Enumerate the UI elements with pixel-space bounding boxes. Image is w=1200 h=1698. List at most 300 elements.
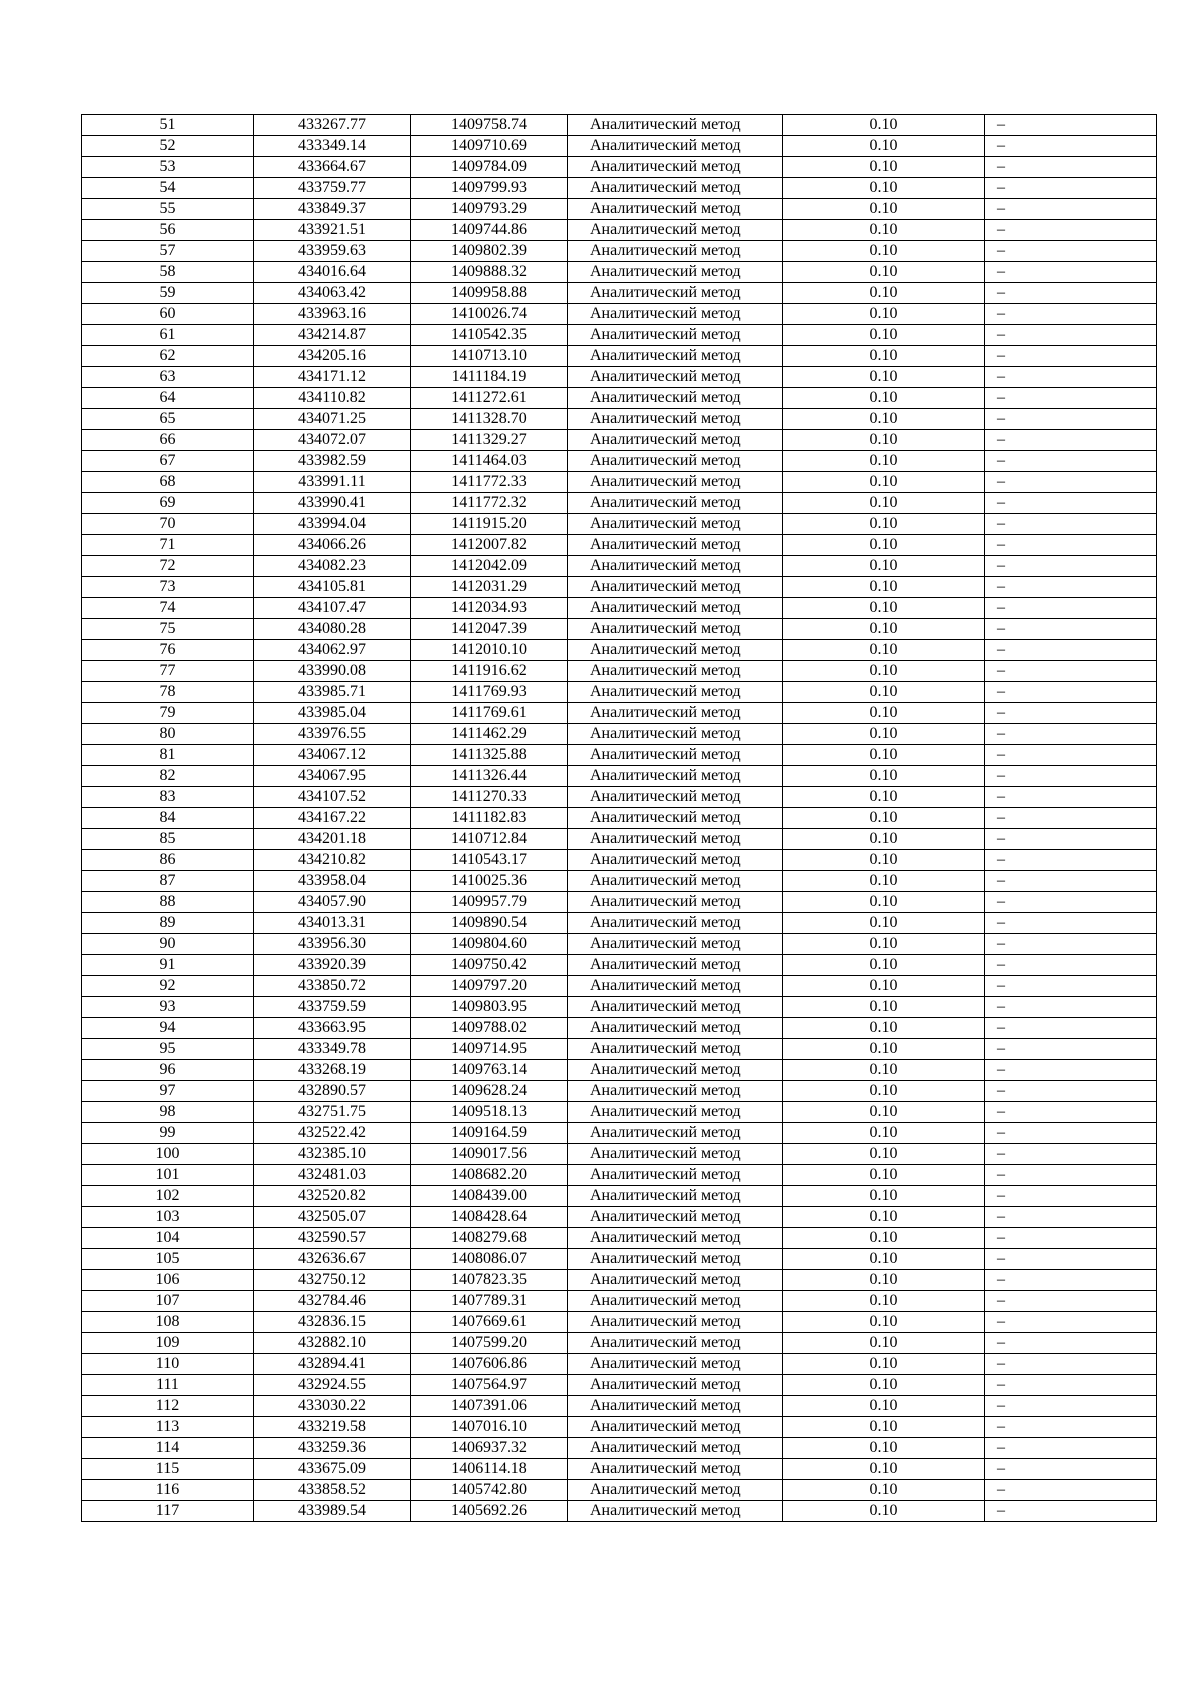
x-coordinate-cell: 433849.37 (254, 199, 411, 220)
method-cell: Аналитический метод (568, 787, 783, 808)
method-cell: Аналитический метод (568, 262, 783, 283)
accuracy-cell: 0.10 (783, 1102, 985, 1123)
x-coordinate-cell: 433989.54 (254, 1501, 411, 1522)
table-row (82, 913, 1157, 934)
x-coordinate-cell: 433259.36 (254, 1438, 411, 1459)
accuracy-cell: 0.10 (783, 976, 985, 997)
note-cell: – (985, 1270, 1157, 1291)
method-cell: Аналитический метод (568, 1375, 783, 1396)
method-cell: Аналитический метод (568, 493, 783, 514)
y-coordinate-cell: 1411184.19 (411, 367, 568, 388)
accuracy-cell: 0.10 (783, 451, 985, 472)
table-row (82, 556, 1157, 577)
x-coordinate-cell: 432836.15 (254, 1312, 411, 1333)
point-number-cell: 74 (82, 598, 254, 619)
point-number-cell: 90 (82, 934, 254, 955)
method-cell: Аналитический метод (568, 619, 783, 640)
y-coordinate-cell: 1405742.80 (411, 1480, 568, 1501)
method-cell: Аналитический метод (568, 577, 783, 598)
method-cell: Аналитический метод (568, 997, 783, 1018)
accuracy-cell: 0.10 (783, 1438, 985, 1459)
x-coordinate-cell: 433349.14 (254, 136, 411, 157)
note-cell: – (985, 1102, 1157, 1123)
accuracy-cell: 0.10 (783, 598, 985, 619)
point-number-cell: 61 (82, 325, 254, 346)
point-number-cell: 70 (82, 514, 254, 535)
point-number-cell: 96 (82, 1060, 254, 1081)
table-row (82, 430, 1157, 451)
note-cell: – (985, 1333, 1157, 1354)
accuracy-cell: 0.10 (783, 1417, 985, 1438)
table-row (82, 1102, 1157, 1123)
accuracy-cell: 0.10 (783, 997, 985, 1018)
method-cell: Аналитический метод (568, 955, 783, 976)
accuracy-cell: 0.10 (783, 1291, 985, 1312)
note-cell: – (985, 808, 1157, 829)
point-number-cell: 112 (82, 1396, 254, 1417)
point-number-cell: 88 (82, 892, 254, 913)
point-number-cell: 76 (82, 640, 254, 661)
y-coordinate-cell: 1407789.31 (411, 1291, 568, 1312)
y-coordinate-cell: 1409803.95 (411, 997, 568, 1018)
table-row (82, 787, 1157, 808)
y-coordinate-cell: 1409957.79 (411, 892, 568, 913)
note-cell: – (985, 1396, 1157, 1417)
table-row (82, 157, 1157, 178)
method-cell: Аналитический метод (568, 388, 783, 409)
accuracy-cell: 0.10 (783, 1501, 985, 1522)
table-row (82, 1270, 1157, 1291)
accuracy-cell: 0.10 (783, 1333, 985, 1354)
method-cell: Аналитический метод (568, 1060, 783, 1081)
y-coordinate-cell: 1409758.74 (411, 115, 568, 136)
table-row (82, 241, 1157, 262)
point-number-cell: 68 (82, 472, 254, 493)
table-row (82, 703, 1157, 724)
x-coordinate-cell: 434063.42 (254, 283, 411, 304)
y-coordinate-cell: 1411272.61 (411, 388, 568, 409)
x-coordinate-cell: 433858.52 (254, 1480, 411, 1501)
table-row (82, 1228, 1157, 1249)
accuracy-cell: 0.10 (783, 1480, 985, 1501)
point-number-cell: 78 (82, 682, 254, 703)
y-coordinate-cell: 1408428.64 (411, 1207, 568, 1228)
method-cell: Аналитический метод (568, 514, 783, 535)
note-cell: – (985, 1480, 1157, 1501)
x-coordinate-cell: 434167.22 (254, 808, 411, 829)
accuracy-cell: 0.10 (783, 577, 985, 598)
method-cell: Аналитический метод (568, 682, 783, 703)
note-cell: – (985, 1018, 1157, 1039)
point-number-cell: 67 (82, 451, 254, 472)
method-cell: Аналитический метод (568, 409, 783, 430)
y-coordinate-cell: 1409763.14 (411, 1060, 568, 1081)
note-cell: – (985, 1249, 1157, 1270)
accuracy-cell: 0.10 (783, 409, 985, 430)
point-number-cell: 97 (82, 1081, 254, 1102)
y-coordinate-cell: 1409714.95 (411, 1039, 568, 1060)
x-coordinate-cell: 433219.58 (254, 1417, 411, 1438)
table-row (82, 493, 1157, 514)
note-cell: – (985, 535, 1157, 556)
point-number-cell: 83 (82, 787, 254, 808)
method-cell: Аналитический метод (568, 1144, 783, 1165)
y-coordinate-cell: 1409802.39 (411, 241, 568, 262)
table-row (82, 1144, 1157, 1165)
point-number-cell: 53 (82, 157, 254, 178)
note-cell: – (985, 367, 1157, 388)
point-number-cell: 107 (82, 1291, 254, 1312)
y-coordinate-cell: 1410026.74 (411, 304, 568, 325)
y-coordinate-cell: 1411772.32 (411, 493, 568, 514)
method-cell: Аналитический метод (568, 346, 783, 367)
accuracy-cell: 0.10 (783, 703, 985, 724)
y-coordinate-cell: 1407606.86 (411, 1354, 568, 1375)
accuracy-cell: 0.10 (783, 619, 985, 640)
table-row (82, 640, 1157, 661)
accuracy-cell: 0.10 (783, 1018, 985, 1039)
note-cell: – (985, 304, 1157, 325)
x-coordinate-cell: 433991.11 (254, 472, 411, 493)
accuracy-cell: 0.10 (783, 493, 985, 514)
accuracy-cell: 0.10 (783, 934, 985, 955)
x-coordinate-cell: 434067.95 (254, 766, 411, 787)
y-coordinate-cell: 1411772.33 (411, 472, 568, 493)
y-coordinate-cell: 1409788.02 (411, 1018, 568, 1039)
x-coordinate-cell: 434067.12 (254, 745, 411, 766)
table-row (82, 220, 1157, 241)
accuracy-cell: 0.10 (783, 1165, 985, 1186)
point-number-cell: 102 (82, 1186, 254, 1207)
table-row (82, 1123, 1157, 1144)
x-coordinate-cell: 433759.77 (254, 178, 411, 199)
point-number-cell: 117 (82, 1501, 254, 1522)
point-number-cell: 116 (82, 1480, 254, 1501)
table-row (82, 745, 1157, 766)
x-coordinate-cell: 434107.52 (254, 787, 411, 808)
table-row (82, 115, 1157, 136)
y-coordinate-cell: 1412042.09 (411, 556, 568, 577)
note-cell: – (985, 1207, 1157, 1228)
method-cell: Аналитический метод (568, 1396, 783, 1417)
point-number-cell: 79 (82, 703, 254, 724)
y-coordinate-cell: 1411464.03 (411, 451, 568, 472)
accuracy-cell: 0.10 (783, 1354, 985, 1375)
accuracy-cell: 0.10 (783, 472, 985, 493)
accuracy-cell: 0.10 (783, 1249, 985, 1270)
table-row (82, 1354, 1157, 1375)
point-number-cell: 100 (82, 1144, 254, 1165)
table-row (82, 1375, 1157, 1396)
accuracy-cell: 0.10 (783, 1207, 985, 1228)
y-coordinate-cell: 1408439.00 (411, 1186, 568, 1207)
x-coordinate-cell: 433990.41 (254, 493, 411, 514)
method-cell: Аналитический метод (568, 892, 783, 913)
x-coordinate-cell: 432784.46 (254, 1291, 411, 1312)
x-coordinate-cell: 433921.51 (254, 220, 411, 241)
point-number-cell: 91 (82, 955, 254, 976)
table-row (82, 451, 1157, 472)
point-number-cell: 54 (82, 178, 254, 199)
note-cell: – (985, 283, 1157, 304)
point-number-cell: 111 (82, 1375, 254, 1396)
x-coordinate-cell: 434013.31 (254, 913, 411, 934)
note-cell: – (985, 850, 1157, 871)
y-coordinate-cell: 1409799.93 (411, 178, 568, 199)
x-coordinate-cell: 434062.97 (254, 640, 411, 661)
y-coordinate-cell: 1407564.97 (411, 1375, 568, 1396)
table-row (82, 850, 1157, 871)
method-cell: Аналитический метод (568, 1249, 783, 1270)
x-coordinate-cell: 434071.25 (254, 409, 411, 430)
y-coordinate-cell: 1407669.61 (411, 1312, 568, 1333)
x-coordinate-cell: 433268.19 (254, 1060, 411, 1081)
point-number-cell: 51 (82, 115, 254, 136)
accuracy-cell: 0.10 (783, 1228, 985, 1249)
point-number-cell: 101 (82, 1165, 254, 1186)
note-cell: – (985, 598, 1157, 619)
accuracy-cell: 0.10 (783, 955, 985, 976)
accuracy-cell: 0.10 (783, 1396, 985, 1417)
table-row (82, 1249, 1157, 1270)
accuracy-cell: 0.10 (783, 535, 985, 556)
point-number-cell: 52 (82, 136, 254, 157)
method-cell: Аналитический метод (568, 535, 783, 556)
method-cell: Аналитический метод (568, 199, 783, 220)
accuracy-cell: 0.10 (783, 283, 985, 304)
x-coordinate-cell: 432522.42 (254, 1123, 411, 1144)
accuracy-cell: 0.10 (783, 871, 985, 892)
method-cell: Аналитический метод (568, 1018, 783, 1039)
table-row (82, 535, 1157, 556)
table-row (82, 262, 1157, 283)
table-row (82, 682, 1157, 703)
note-cell: – (985, 1081, 1157, 1102)
y-coordinate-cell: 1412031.29 (411, 577, 568, 598)
point-number-cell: 93 (82, 997, 254, 1018)
x-coordinate-cell: 434016.64 (254, 262, 411, 283)
table-row (82, 1396, 1157, 1417)
y-coordinate-cell: 1408279.68 (411, 1228, 568, 1249)
table-row (82, 346, 1157, 367)
accuracy-cell: 0.10 (783, 1186, 985, 1207)
method-cell: Аналитический метод (568, 556, 783, 577)
note-cell: – (985, 346, 1157, 367)
x-coordinate-cell: 434210.82 (254, 850, 411, 871)
point-number-cell: 89 (82, 913, 254, 934)
method-cell: Аналитический метод (568, 1480, 783, 1501)
y-coordinate-cell: 1410712.84 (411, 829, 568, 850)
y-coordinate-cell: 1411769.93 (411, 682, 568, 703)
method-cell: Аналитический метод (568, 1459, 783, 1480)
y-coordinate-cell: 1410542.35 (411, 325, 568, 346)
y-coordinate-cell: 1409744.86 (411, 220, 568, 241)
method-cell: Аналитический метод (568, 724, 783, 745)
note-cell: – (985, 1459, 1157, 1480)
y-coordinate-cell: 1407391.06 (411, 1396, 568, 1417)
x-coordinate-cell: 432751.75 (254, 1102, 411, 1123)
y-coordinate-cell: 1412047.39 (411, 619, 568, 640)
x-coordinate-cell: 433920.39 (254, 955, 411, 976)
x-coordinate-cell: 434205.16 (254, 346, 411, 367)
note-cell: – (985, 1123, 1157, 1144)
method-cell: Аналитический метод (568, 640, 783, 661)
x-coordinate-cell: 432890.57 (254, 1081, 411, 1102)
note-cell: – (985, 1312, 1157, 1333)
x-coordinate-cell: 432481.03 (254, 1165, 411, 1186)
accuracy-cell: 0.10 (783, 682, 985, 703)
method-cell: Аналитический метод (568, 157, 783, 178)
y-coordinate-cell: 1411326.44 (411, 766, 568, 787)
point-number-cell: 66 (82, 430, 254, 451)
note-cell: – (985, 724, 1157, 745)
x-coordinate-cell: 433976.55 (254, 724, 411, 745)
x-coordinate-cell: 433349.78 (254, 1039, 411, 1060)
note-cell: – (985, 892, 1157, 913)
y-coordinate-cell: 1408682.20 (411, 1165, 568, 1186)
method-cell: Аналитический метод (568, 745, 783, 766)
method-cell: Аналитический метод (568, 1228, 783, 1249)
x-coordinate-cell: 432385.10 (254, 1144, 411, 1165)
point-number-cell: 92 (82, 976, 254, 997)
x-coordinate-cell: 433850.72 (254, 976, 411, 997)
note-cell: – (985, 1291, 1157, 1312)
y-coordinate-cell: 1406937.32 (411, 1438, 568, 1459)
method-cell: Аналитический метод (568, 220, 783, 241)
point-number-cell: 80 (82, 724, 254, 745)
y-coordinate-cell: 1409710.69 (411, 136, 568, 157)
table-row (82, 829, 1157, 850)
method-cell: Аналитический метод (568, 1438, 783, 1459)
note-cell: – (985, 430, 1157, 451)
method-cell: Аналитический метод (568, 1123, 783, 1144)
point-number-cell: 109 (82, 1333, 254, 1354)
table-row (82, 1018, 1157, 1039)
x-coordinate-cell: 433982.59 (254, 451, 411, 472)
point-number-cell: 86 (82, 850, 254, 871)
note-cell: – (985, 220, 1157, 241)
x-coordinate-cell: 432750.12 (254, 1270, 411, 1291)
accuracy-cell: 0.10 (783, 325, 985, 346)
point-number-cell: 87 (82, 871, 254, 892)
x-coordinate-cell: 434107.47 (254, 598, 411, 619)
coordinates-table (81, 114, 1157, 1522)
method-cell: Аналитический метод (568, 136, 783, 157)
x-coordinate-cell: 433675.09 (254, 1459, 411, 1480)
x-coordinate-cell: 433958.04 (254, 871, 411, 892)
note-cell: – (985, 955, 1157, 976)
note-cell: – (985, 409, 1157, 430)
note-cell: – (985, 178, 1157, 199)
x-coordinate-cell: 434080.28 (254, 619, 411, 640)
point-number-cell: 105 (82, 1249, 254, 1270)
note-cell: – (985, 871, 1157, 892)
y-coordinate-cell: 1411462.29 (411, 724, 568, 745)
accuracy-cell: 0.10 (783, 115, 985, 136)
note-cell: – (985, 619, 1157, 640)
y-coordinate-cell: 1409793.29 (411, 199, 568, 220)
x-coordinate-cell: 433267.77 (254, 115, 411, 136)
note-cell: – (985, 829, 1157, 850)
point-number-cell: 55 (82, 199, 254, 220)
y-coordinate-cell: 1410713.10 (411, 346, 568, 367)
note-cell: – (985, 682, 1157, 703)
y-coordinate-cell: 1411182.83 (411, 808, 568, 829)
table-row (82, 1501, 1157, 1522)
y-coordinate-cell: 1412007.82 (411, 535, 568, 556)
accuracy-cell: 0.10 (783, 1375, 985, 1396)
table-row (82, 199, 1157, 220)
point-number-cell: 81 (82, 745, 254, 766)
accuracy-cell: 0.10 (783, 661, 985, 682)
accuracy-cell: 0.10 (783, 1270, 985, 1291)
method-cell: Аналитический метод (568, 661, 783, 682)
x-coordinate-cell: 433663.95 (254, 1018, 411, 1039)
method-cell: Аналитический метод (568, 472, 783, 493)
note-cell: – (985, 976, 1157, 997)
table-row (82, 409, 1157, 430)
note-cell: – (985, 1438, 1157, 1459)
table-row (82, 871, 1157, 892)
x-coordinate-cell: 434057.90 (254, 892, 411, 913)
note-cell: – (985, 157, 1157, 178)
method-cell: Аналитический метод (568, 829, 783, 850)
x-coordinate-cell: 433963.16 (254, 304, 411, 325)
table-row (82, 724, 1157, 745)
method-cell: Аналитический метод (568, 1270, 783, 1291)
method-cell: Аналитический метод (568, 115, 783, 136)
point-number-cell: 95 (82, 1039, 254, 1060)
accuracy-cell: 0.10 (783, 1312, 985, 1333)
accuracy-cell: 0.10 (783, 1144, 985, 1165)
point-number-cell: 75 (82, 619, 254, 640)
method-cell: Аналитический метод (568, 178, 783, 199)
note-cell: – (985, 577, 1157, 598)
y-coordinate-cell: 1409888.32 (411, 262, 568, 283)
point-number-cell: 113 (82, 1417, 254, 1438)
note-cell: – (985, 913, 1157, 934)
y-coordinate-cell: 1406114.18 (411, 1459, 568, 1480)
accuracy-cell: 0.10 (783, 850, 985, 871)
point-number-cell: 98 (82, 1102, 254, 1123)
note-cell: – (985, 1375, 1157, 1396)
note-cell: – (985, 703, 1157, 724)
accuracy-cell: 0.10 (783, 829, 985, 850)
y-coordinate-cell: 1411328.70 (411, 409, 568, 430)
y-coordinate-cell: 1409804.60 (411, 934, 568, 955)
method-cell: Аналитический метод (568, 934, 783, 955)
method-cell: Аналитический метод (568, 766, 783, 787)
point-number-cell: 64 (82, 388, 254, 409)
method-cell: Аналитический метод (568, 1207, 783, 1228)
accuracy-cell: 0.10 (783, 724, 985, 745)
note-cell: – (985, 1039, 1157, 1060)
x-coordinate-cell: 434066.26 (254, 535, 411, 556)
method-cell: Аналитический метод (568, 1417, 783, 1438)
x-coordinate-cell: 432636.67 (254, 1249, 411, 1270)
table-row (82, 976, 1157, 997)
note-cell: – (985, 1186, 1157, 1207)
table-row (82, 661, 1157, 682)
x-coordinate-cell: 434171.12 (254, 367, 411, 388)
method-cell: Аналитический метод (568, 703, 783, 724)
x-coordinate-cell: 433664.67 (254, 157, 411, 178)
point-number-cell: 72 (82, 556, 254, 577)
table-row (82, 577, 1157, 598)
method-cell: Аналитический метод (568, 1291, 783, 1312)
y-coordinate-cell: 1409518.13 (411, 1102, 568, 1123)
table-row (82, 1480, 1157, 1501)
